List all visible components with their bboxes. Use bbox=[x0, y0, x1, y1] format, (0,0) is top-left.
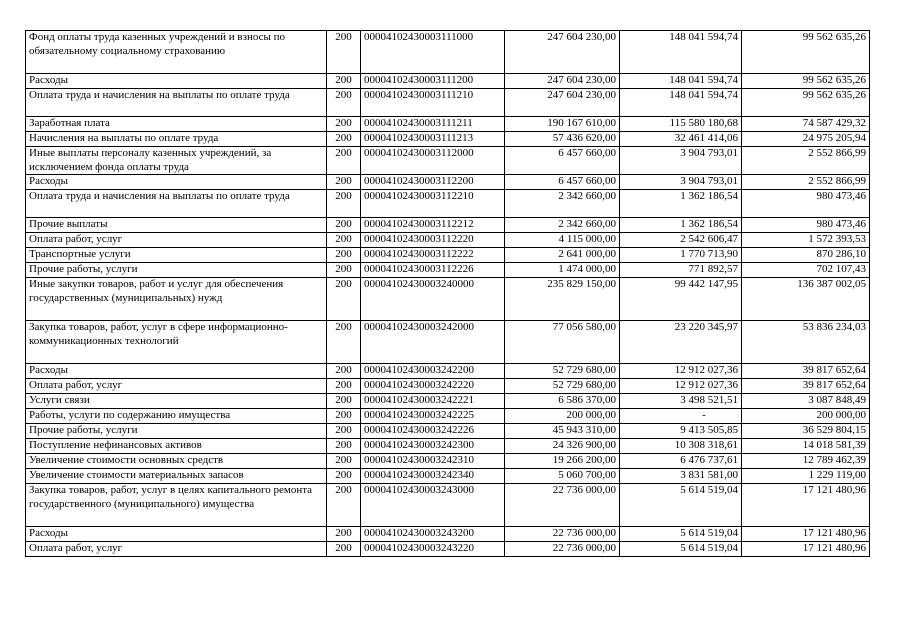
row-approved-amount-cell: 1 474 000,00 bbox=[505, 263, 620, 278]
row-name-cell: Поступление нефинансовых активов bbox=[26, 439, 327, 454]
row-executed-amount-cell: 148 041 594,74 bbox=[620, 31, 742, 74]
row-approved-amount-cell: 24 326 900,00 bbox=[505, 439, 620, 454]
row-unexecuted-amount-cell: 980 473,46 bbox=[742, 190, 870, 218]
row-approved-amount-cell: 4 115 000,00 bbox=[505, 233, 620, 248]
row-name-cell: Услуги связи bbox=[26, 394, 327, 409]
row-approved-amount-cell: 200 000,00 bbox=[505, 409, 620, 424]
table-row bbox=[26, 454, 870, 469]
row-unexecuted-amount-cell: 2 552 866,99 bbox=[742, 147, 870, 175]
row-executed-amount-cell: 5 614 519,04 bbox=[620, 527, 742, 542]
row-line-code-cell: 200 bbox=[327, 74, 361, 89]
row-executed-amount-cell: 9 413 505,85 bbox=[620, 424, 742, 439]
budget-execution-table bbox=[25, 30, 870, 557]
row-line-code-cell: 200 bbox=[327, 469, 361, 484]
row-budget-code-cell: 00004102430003242340 bbox=[361, 469, 505, 484]
row-unexecuted-amount-cell: 702 107,43 bbox=[742, 263, 870, 278]
row-budget-code-cell: 00004102430003111213 bbox=[361, 132, 505, 147]
table-row bbox=[26, 409, 870, 424]
row-unexecuted-amount-cell: 74 587 429,32 bbox=[742, 117, 870, 132]
row-approved-amount-cell: 45 943 310,00 bbox=[505, 424, 620, 439]
table-row bbox=[26, 147, 870, 175]
table-row bbox=[26, 364, 870, 379]
row-name-cell: Прочие работы, услуги bbox=[26, 263, 327, 278]
row-budget-code-cell: 00004102430003111000 bbox=[361, 31, 505, 74]
row-budget-code-cell: 00004102430003111211 bbox=[361, 117, 505, 132]
row-line-code-cell: 200 bbox=[327, 321, 361, 364]
row-budget-code-cell: 00004102430003242300 bbox=[361, 439, 505, 454]
row-unexecuted-amount-cell: 1 229 119,00 bbox=[742, 469, 870, 484]
row-budget-code-cell: 00004102430003242220 bbox=[361, 379, 505, 394]
row-unexecuted-amount-cell: 36 529 804,15 bbox=[742, 424, 870, 439]
row-approved-amount-cell: 2 342 660,00 bbox=[505, 218, 620, 233]
row-name-cell: Увеличение стоимости основных средств bbox=[26, 454, 327, 469]
row-unexecuted-amount-cell: 136 387 002,05 bbox=[742, 278, 870, 321]
row-name-cell: Расходы bbox=[26, 364, 327, 379]
row-budget-code-cell: 00004102430003111210 bbox=[361, 89, 505, 117]
row-name-cell: Оплата работ, услуг bbox=[26, 542, 327, 557]
row-unexecuted-amount-cell: 3 087 848,49 bbox=[742, 394, 870, 409]
row-executed-amount-cell: 3 831 581,00 bbox=[620, 469, 742, 484]
row-name-cell: Начисления на выплаты по оплате труда bbox=[26, 132, 327, 147]
row-unexecuted-amount-cell: 17 121 480,96 bbox=[742, 542, 870, 557]
table-row bbox=[26, 248, 870, 263]
row-name-cell: Оплата работ, услуг bbox=[26, 233, 327, 248]
row-budget-code-cell: 00004102430003242226 bbox=[361, 424, 505, 439]
row-name-cell: Оплата труда и начисления на выплаты по оплате труда bbox=[26, 190, 327, 218]
table-row bbox=[26, 74, 870, 89]
row-name-cell: Увеличение стоимости материальных запасов bbox=[26, 469, 327, 484]
row-budget-code-cell: 00004102430003242225 bbox=[361, 409, 505, 424]
table-row bbox=[26, 233, 870, 248]
row-executed-amount-cell: 3 904 793,01 bbox=[620, 175, 742, 190]
row-executed-amount-cell: 10 308 318,61 bbox=[620, 439, 742, 454]
row-approved-amount-cell: 22 736 000,00 bbox=[505, 542, 620, 557]
row-approved-amount-cell: 5 060 700,00 bbox=[505, 469, 620, 484]
row-budget-code-cell: 00004102430003112212 bbox=[361, 218, 505, 233]
row-executed-amount-cell: 32 461 414,06 bbox=[620, 132, 742, 147]
row-line-code-cell: 200 bbox=[327, 364, 361, 379]
row-executed-amount-cell: 99 442 147,95 bbox=[620, 278, 742, 321]
row-budget-code-cell: 00004102430003242310 bbox=[361, 454, 505, 469]
row-executed-amount-cell: 6 476 737,61 bbox=[620, 454, 742, 469]
row-line-code-cell: 200 bbox=[327, 394, 361, 409]
table-row bbox=[26, 439, 870, 454]
row-executed-amount-cell: 5 614 519,04 bbox=[620, 484, 742, 527]
row-name-cell: Иные выплаты персоналу казенных учреждений, за исключением фонда оплаты труда bbox=[26, 147, 327, 175]
row-executed-amount-cell: 771 892,57 bbox=[620, 263, 742, 278]
row-budget-code-cell: 00004102430003243220 bbox=[361, 542, 505, 557]
row-approved-amount-cell: 6 586 370,00 bbox=[505, 394, 620, 409]
row-approved-amount-cell: 52 729 680,00 bbox=[505, 364, 620, 379]
row-executed-amount-cell: 3 904 793,01 bbox=[620, 147, 742, 175]
row-executed-amount-cell: 2 542 606,47 bbox=[620, 233, 742, 248]
row-executed-amount-cell: 148 041 594,74 bbox=[620, 74, 742, 89]
table-row bbox=[26, 190, 870, 218]
table-row bbox=[26, 89, 870, 117]
row-line-code-cell: 200 bbox=[327, 454, 361, 469]
table-row bbox=[26, 527, 870, 542]
row-line-code-cell: 200 bbox=[327, 263, 361, 278]
row-name-cell: Работы, услуги по содержанию имущества bbox=[26, 409, 327, 424]
row-name-cell: Закупка товаров, работ, услуг в целях капитального ремонта государственного (муниципального) имущества bbox=[26, 484, 327, 527]
row-budget-code-cell: 00004102430003242000 bbox=[361, 321, 505, 364]
row-executed-amount-cell: 5 614 519,04 bbox=[620, 542, 742, 557]
row-line-code-cell: 200 bbox=[327, 542, 361, 557]
row-name-cell: Оплата работ, услуг bbox=[26, 379, 327, 394]
row-approved-amount-cell: 19 266 200,00 bbox=[505, 454, 620, 469]
table-row bbox=[26, 469, 870, 484]
row-unexecuted-amount-cell: 99 562 635,26 bbox=[742, 89, 870, 117]
row-line-code-cell: 200 bbox=[327, 424, 361, 439]
row-line-code-cell: 200 bbox=[327, 147, 361, 175]
table-row bbox=[26, 175, 870, 190]
row-line-code-cell: 200 bbox=[327, 248, 361, 263]
row-approved-amount-cell: 22 736 000,00 bbox=[505, 527, 620, 542]
row-budget-code-cell: 00004102430003112210 bbox=[361, 190, 505, 218]
row-line-code-cell: 200 bbox=[327, 278, 361, 321]
row-line-code-cell: 200 bbox=[327, 527, 361, 542]
row-name-cell: Закупка товаров, работ, услуг в сфере информационно-коммуникационных технологий bbox=[26, 321, 327, 364]
row-line-code-cell: 200 bbox=[327, 190, 361, 218]
row-approved-amount-cell: 247 604 230,00 bbox=[505, 74, 620, 89]
row-executed-amount-cell: 3 498 521,51 bbox=[620, 394, 742, 409]
row-unexecuted-amount-cell: 24 975 205,94 bbox=[742, 132, 870, 147]
row-name-cell: Иные закупки товаров, работ и услуг для обеспечения государственных (муниципальных) нужд bbox=[26, 278, 327, 321]
row-name-cell: Фонд оплаты труда казенных учреждений и взносы по обязательному социальному страхованию bbox=[26, 31, 327, 74]
row-executed-amount-cell: - bbox=[620, 409, 742, 424]
table-row bbox=[26, 379, 870, 394]
row-line-code-cell: 200 bbox=[327, 409, 361, 424]
row-name-cell: Расходы bbox=[26, 74, 327, 89]
row-approved-amount-cell: 57 436 620,00 bbox=[505, 132, 620, 147]
table-row bbox=[26, 484, 870, 527]
row-name-cell: Прочие выплаты bbox=[26, 218, 327, 233]
row-unexecuted-amount-cell: 99 562 635,26 bbox=[742, 31, 870, 74]
row-budget-code-cell: 00004102430003243200 bbox=[361, 527, 505, 542]
row-name-cell: Транспортные услуги bbox=[26, 248, 327, 263]
row-unexecuted-amount-cell: 200 000,00 bbox=[742, 409, 870, 424]
row-budget-code-cell: 00004102430003112222 bbox=[361, 248, 505, 263]
row-budget-code-cell: 00004102430003243000 bbox=[361, 484, 505, 527]
row-name-cell: Расходы bbox=[26, 175, 327, 190]
row-budget-code-cell: 00004102430003242200 bbox=[361, 364, 505, 379]
table-row bbox=[26, 218, 870, 233]
row-executed-amount-cell: 1 362 186,54 bbox=[620, 190, 742, 218]
row-budget-code-cell: 00004102430003112226 bbox=[361, 263, 505, 278]
row-unexecuted-amount-cell: 53 836 234,03 bbox=[742, 321, 870, 364]
row-executed-amount-cell: 12 912 027,36 bbox=[620, 364, 742, 379]
row-unexecuted-amount-cell: 980 473,46 bbox=[742, 218, 870, 233]
row-unexecuted-amount-cell: 1 572 393,53 bbox=[742, 233, 870, 248]
row-line-code-cell: 200 bbox=[327, 218, 361, 233]
row-unexecuted-amount-cell: 39 817 652,64 bbox=[742, 364, 870, 379]
row-approved-amount-cell: 6 457 660,00 bbox=[505, 175, 620, 190]
row-line-code-cell: 200 bbox=[327, 175, 361, 190]
row-unexecuted-amount-cell: 17 121 480,96 bbox=[742, 484, 870, 527]
table-row bbox=[26, 321, 870, 364]
row-name-cell: Оплата труда и начисления на выплаты по оплате труда bbox=[26, 89, 327, 117]
row-budget-code-cell: 00004102430003242221 bbox=[361, 394, 505, 409]
row-approved-amount-cell: 247 604 230,00 bbox=[505, 31, 620, 74]
row-name-cell: Заработная плата bbox=[26, 117, 327, 132]
row-approved-amount-cell: 190 167 610,00 bbox=[505, 117, 620, 132]
row-line-code-cell: 200 bbox=[327, 379, 361, 394]
row-name-cell: Прочие работы, услуги bbox=[26, 424, 327, 439]
row-approved-amount-cell: 6 457 660,00 bbox=[505, 147, 620, 175]
row-line-code-cell: 200 bbox=[327, 31, 361, 74]
row-line-code-cell: 200 bbox=[327, 484, 361, 527]
row-budget-code-cell: 00004102430003112220 bbox=[361, 233, 505, 248]
table-row bbox=[26, 542, 870, 557]
row-executed-amount-cell: 1 362 186,54 bbox=[620, 218, 742, 233]
row-approved-amount-cell: 247 604 230,00 bbox=[505, 89, 620, 117]
row-unexecuted-amount-cell: 2 552 866,99 bbox=[742, 175, 870, 190]
table-row bbox=[26, 263, 870, 278]
row-budget-code-cell: 00004102430003112000 bbox=[361, 147, 505, 175]
row-unexecuted-amount-cell: 870 286,10 bbox=[742, 248, 870, 263]
table-row bbox=[26, 117, 870, 132]
row-approved-amount-cell: 22 736 000,00 bbox=[505, 484, 620, 527]
row-approved-amount-cell: 77 056 580,00 bbox=[505, 321, 620, 364]
row-executed-amount-cell: 148 041 594,74 bbox=[620, 89, 742, 117]
row-unexecuted-amount-cell: 17 121 480,96 bbox=[742, 527, 870, 542]
row-executed-amount-cell: 1 770 713,90 bbox=[620, 248, 742, 263]
row-line-code-cell: 200 bbox=[327, 132, 361, 147]
row-name-cell: Расходы bbox=[26, 527, 327, 542]
row-budget-code-cell: 00004102430003240000 bbox=[361, 278, 505, 321]
table-row bbox=[26, 132, 870, 147]
row-line-code-cell: 200 bbox=[327, 89, 361, 117]
row-budget-code-cell: 00004102430003112200 bbox=[361, 175, 505, 190]
row-executed-amount-cell: 12 912 027,36 bbox=[620, 379, 742, 394]
row-line-code-cell: 200 bbox=[327, 233, 361, 248]
row-line-code-cell: 200 bbox=[327, 439, 361, 454]
row-approved-amount-cell: 2 342 660,00 bbox=[505, 190, 620, 218]
table-row bbox=[26, 424, 870, 439]
row-budget-code-cell: 00004102430003111200 bbox=[361, 74, 505, 89]
row-unexecuted-amount-cell: 12 789 462,39 bbox=[742, 454, 870, 469]
row-executed-amount-cell: 23 220 345,97 bbox=[620, 321, 742, 364]
row-unexecuted-amount-cell: 99 562 635,26 bbox=[742, 74, 870, 89]
table-row bbox=[26, 394, 870, 409]
table-row bbox=[26, 278, 870, 321]
row-approved-amount-cell: 2 641 000,00 bbox=[505, 248, 620, 263]
table-row bbox=[26, 31, 870, 74]
row-unexecuted-amount-cell: 39 817 652,64 bbox=[742, 379, 870, 394]
row-executed-amount-cell: 115 580 180,68 bbox=[620, 117, 742, 132]
row-line-code-cell: 200 bbox=[327, 117, 361, 132]
row-approved-amount-cell: 235 829 150,00 bbox=[505, 278, 620, 321]
row-approved-amount-cell: 52 729 680,00 bbox=[505, 379, 620, 394]
row-unexecuted-amount-cell: 14 018 581,39 bbox=[742, 439, 870, 454]
